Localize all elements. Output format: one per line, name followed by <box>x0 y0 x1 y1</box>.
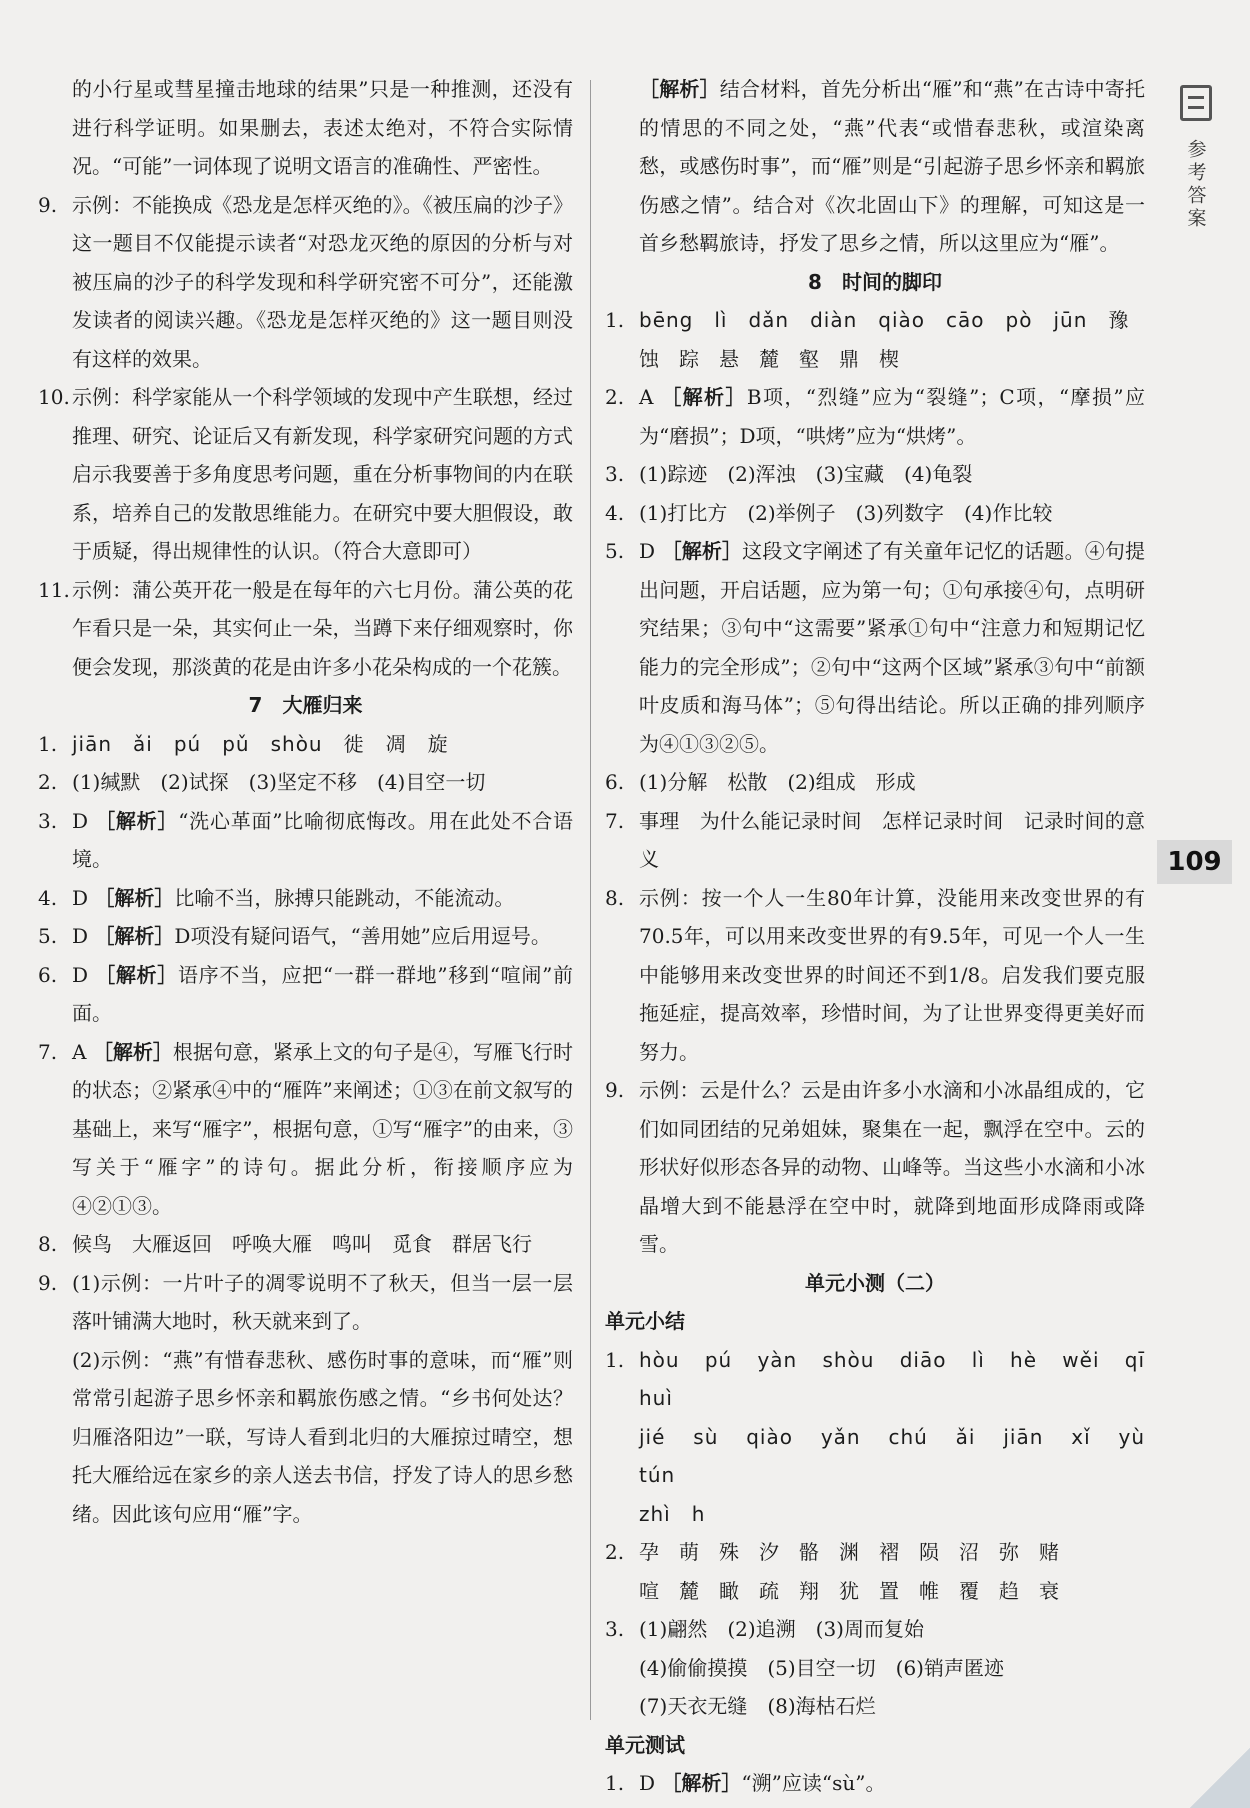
item-text: 示例：不能换成《恐龙是怎样灭绝的》。《被压扁的沙子》这一题目不仅能提示读者“对恐龙灭绝的原因的分析与对被压扁的沙子的科学发现和科学研究密不可分”，还能激发读者的阅读兴趣。《恐龙是怎样灭绝的》这一题目则没有这样的效果。 <box>72 192 573 371</box>
section-heading-8: 8 时间的脚印 <box>808 269 942 294</box>
answer-item-10 <box>38 378 573 571</box>
subheading-test: 单元测试 <box>605 1732 685 1757</box>
side-tab <box>1166 85 1226 231</box>
item-text-line-1: hòu pú yàn shòu diāo lì hè wěi qī huì <box>639 1347 1166 1410</box>
answer-letter: D <box>72 962 89 987</box>
item-number: 1. <box>605 308 625 332</box>
analysis-tag: ［解析］ <box>661 385 747 409</box>
column-divider <box>590 80 591 1720</box>
page-number: 109 <box>1157 840 1232 884</box>
analysis-tag: ［解析］ <box>95 808 179 833</box>
analysis-tag: ［解析］ <box>661 1771 742 1795</box>
item-text-line-3: zhì h <box>639 1501 706 1526</box>
item-number: 2. <box>605 1540 625 1564</box>
item-text: (1)踪迹 (2)浑浊 (3)宝藏 (4)龟裂 <box>639 462 973 486</box>
s7-item-9 <box>38 1264 573 1534</box>
item-number: 6. <box>605 770 625 794</box>
item-number: 4. <box>38 885 58 910</box>
paragraph-continued: 的小行星或彗星撞击地球的结果”只是一种推测，还没有进行科学证明。如果删去，表述太绝对，不符合实际情况。“可能”一词体现了说明文语言的准确性、严密性。 <box>72 77 573 178</box>
item-text: 示例：按一个人一生80年计算，没能用来改变世界的有70.5年，可以用来改变世界的有9.5年，可见一个人一生中能够用来改变世界的时间还不到1/8。启发我们要克服拖延症，提高效率，珍惜时间，为了让世界变得更美好而努力。 <box>639 885 1145 1064</box>
answer-letter: D <box>639 539 656 563</box>
item-text-line-1: 孕 萌 殊 汐 骼 渊 褶 陨 沼 弥 赌 <box>639 1540 1059 1564</box>
answer-letter: A <box>72 1039 87 1064</box>
item-number: 3. <box>38 808 58 833</box>
answer-letter: D <box>72 885 89 910</box>
item-number: 10. <box>38 385 70 409</box>
analysis-tag: ［解析］ <box>95 962 178 987</box>
s8-item-3 <box>605 455 1145 494</box>
s8-item-4 <box>605 494 1145 533</box>
side-title: 参考答案 <box>1184 139 1207 231</box>
u-item-3 <box>605 1610 1145 1726</box>
item-text: 根据句意，紧承上文的句子是④，写雁飞行时的状态；②紧承④中的“雁阵”来阐述；①③在前文叙写的基础上，来写“雁字”，根据句意，①写“雁字”的由来，③写关于“雁字”的诗句。据此分析，衔接顺序应为④②①③。 <box>72 1039 574 1218</box>
answer-item-9 <box>38 186 573 379</box>
answer-letter: A <box>639 385 654 409</box>
item-text: (1)缄默 (2)试探 (3)坚定不移 (4)目空一切 <box>72 770 486 794</box>
s8-item-1 <box>605 301 1145 378</box>
s8-item-9 <box>605 1071 1145 1264</box>
item-number: 2. <box>605 385 625 409</box>
right-column <box>605 70 1166 1803</box>
analysis-tag: ［解析］ <box>94 924 175 948</box>
item-number: 6. <box>38 962 58 987</box>
analysis-tag: ［解析］ <box>639 77 720 101</box>
answer-item-11 <box>38 571 573 687</box>
s8-item-5 <box>605 532 1145 763</box>
item-text: “溯”应读“sù”。 <box>741 1771 886 1795</box>
item-number: 3. <box>605 462 625 486</box>
item-number: 11. <box>38 577 70 602</box>
analysis-tag: ［解析］ <box>94 885 175 910</box>
u-item-1 <box>605 1341 1166 1534</box>
item-number: 1. <box>605 1771 625 1795</box>
analysis-tag: ［解析］ <box>661 539 743 563</box>
s7-item-1 <box>38 725 573 764</box>
item-text-line-1: bēng lì dǎn diàn qiào cāo pò jūn 豫 <box>639 308 1130 332</box>
s8-item-2 <box>605 378 1145 455</box>
item-text: D项没有疑问语气，“善用她”应后用逗号。 <box>174 924 551 948</box>
item-text: 候鸟 大雁返回 呼唤大雁 鸣叫 觅食 群居飞行 <box>72 1232 532 1256</box>
item-text-line-2: 蚀 踪 悬 麓 壑 鼎 楔 <box>639 346 899 371</box>
s7-item-3 <box>38 802 573 879</box>
item-number: 2. <box>38 770 58 794</box>
item-text: “洗心革面”比喻彻底悔改。用在此处不合语境。 <box>72 808 574 871</box>
s7-item-6 <box>38 956 573 1033</box>
item-number: 4. <box>605 500 625 525</box>
item-number: 7. <box>38 1039 58 1064</box>
item-text: 示例：蒲公英开花一般是在每年的六七月份。蒲公英的花乍看只是一朵，其实何止一朵，当蹲下来仔细观察时，你便会发现，那淡黄的花是由许多小花朵构成的一个花簇。 <box>72 577 573 679</box>
s8-item-7 <box>605 802 1145 879</box>
item-number: 1. <box>38 731 58 756</box>
item-text: 比喻不当，脉搏只能跳动，不能流动。 <box>174 885 515 910</box>
analysis-tag: ［解析］ <box>92 1039 173 1064</box>
item-text: (1)分解 松散 (2)组成 形成 <box>639 770 916 794</box>
item-text: (1)打比方 (2)举例子 (3)列数字 (4)作比较 <box>639 500 1053 525</box>
s7-item-7 <box>38 1033 573 1226</box>
answer-letter: D <box>639 1771 656 1795</box>
item-number: 5. <box>38 924 58 948</box>
paragraph-text: 结合材料，首先分析出“雁”和“燕”在古诗中寄托的情思的不同之处，“燕”代表“或惜春悲秋，或渲染离愁，或感伤时事”，而“雁”则是“引起游子思乡怀亲和羁旅伤感之情”。结合对《次北固山下》的理解，可知这是一首乡愁羁旅诗，抒发了思乡之情，所以这里应为“雁”。 <box>639 77 1146 255</box>
item-number: 5. <box>605 539 625 563</box>
item-number: 9. <box>38 192 58 217</box>
s8-item-8 <box>605 879 1145 1072</box>
s7-item-2 <box>38 763 573 802</box>
answer-letter: D <box>72 808 89 833</box>
item-text-part-1: (1)示例：一片叶子的凋零说明不了秋天，但当一层一层落叶铺满大地时，秋天就来到了。 <box>72 1270 573 1333</box>
item-number: 9. <box>605 1078 625 1102</box>
unit-heading: 单元小测（二） <box>805 1270 945 1295</box>
book-icon <box>1180 85 1212 121</box>
item-text: 语序不当，应把“一群一群地”移到“喧闹”前面。 <box>72 962 574 1025</box>
s7-item-8 <box>38 1225 573 1264</box>
item-number: 1. <box>605 1347 625 1372</box>
item-text-part-2: (2)示例：“燕”有惜春悲秋、感伤时事的意味，而“雁”则常常引起游子思乡怀亲和羁旅伤感之情。“乡书何处达？归雁洛阳边”一联，写诗人看到北归的大雁掠过晴空，想托大雁给远在家乡的亲人送去书信，抒发了诗人的思乡愁绪。因此该句应用“雁”字。 <box>72 1347 573 1526</box>
item-number: 8. <box>38 1232 58 1256</box>
page-corner-decoration <box>1190 1748 1250 1808</box>
item-number: 9. <box>38 1270 58 1295</box>
item-text: B项，“烈缝”应为“裂缝”；C项，“摩损”应为“磨损”；D项，“哄烤”应为“烘烤”。 <box>639 385 1146 448</box>
subheading-summary: 单元小结 <box>605 1309 685 1333</box>
item-text-line-1: (1)翩然 (2)追溯 (3)周而复始 <box>639 1617 924 1641</box>
item-text: 这段文字阐述了有关童年记忆的话题。④句提出问题，开启话题，应为第一句；①句承接④句，点明研究结果；③句中“这需要”紧承①句中“注意力和短期记忆能力的完全形成”；②句中“这两个区域”紧承③句中“前额叶皮质和海马体”；⑤句得出结论。所以正确的排列顺序为④①③②⑤。 <box>639 539 1146 756</box>
item-text-line-2: (4)偷偷摸摸 (5)目空一切 (6)销声匿迹 <box>639 1655 1004 1680</box>
s8-item-6 <box>605 763 1145 802</box>
item-text-line-3: (7)天衣无缝 (8)海枯石烂 <box>639 1694 876 1718</box>
item-text: jiān ǎi pú pǔ shòu 徙 凋 旋 <box>72 731 449 756</box>
item-text: 事理 为什么能记录时间 怎样记录时间 记录时间的意义 <box>639 808 1145 871</box>
left-column <box>38 70 573 1533</box>
section-heading-7: 7 大雁归来 <box>248 693 363 717</box>
u-item-2 <box>605 1533 1145 1610</box>
item-number: 8. <box>605 885 625 910</box>
item-text-line-2: 喧 麓 瞰 疏 翔 犹 置 帷 覆 趋 衰 <box>639 1578 1059 1603</box>
item-text: 示例：科学家能从一个科学领域的发现中产生联想，经过推理、研究、论证后又有新发现，科学家研究问题的方式启示我要善于多角度思考问题，重在分析事物间的内在联系，培养自己的发散思维能力。在研究中要大胆假设，敢于质疑，得出规律性的认识。（符合大意即可） <box>72 385 573 563</box>
item-text: 示例：云是什么？云是由许多小水滴和小冰晶组成的，它们如同团结的兄弟姐妹，聚集在一起，飘浮在空中。云的形状好似形态各异的动物、山峰等。当这些小水滴和小冰晶增大到不能悬浮在空中时，就降到地面形成降雨或降雪。 <box>639 1078 1145 1256</box>
answer-letter: D <box>72 924 89 948</box>
item-text-line-2: jié sù qiào yǎn chú ǎi jiān xǐ yù tún <box>639 1424 1166 1487</box>
paragraph-continued <box>605 70 1145 263</box>
s7-item-5 <box>38 917 573 956</box>
item-number: 3. <box>605 1617 625 1641</box>
t-item-1 <box>605 1764 1145 1803</box>
s7-item-4 <box>38 879 573 918</box>
item-number: 7. <box>605 808 625 833</box>
